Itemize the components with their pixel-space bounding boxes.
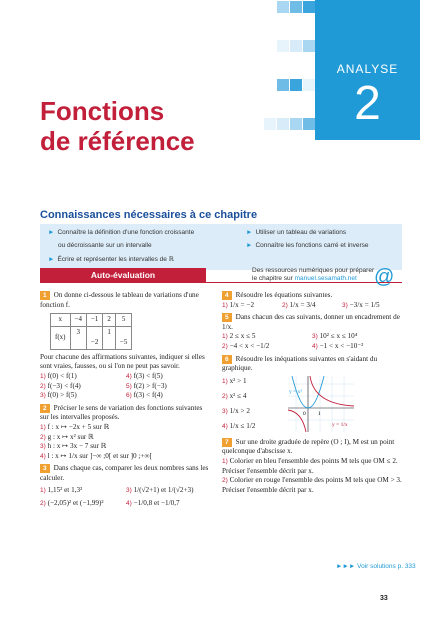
header-mosaic [262,0,316,140]
prereq-box [40,224,402,270]
exercise-2: 2 Préciser le sens de variation des fonctions suivantes sur les intervalles proposés. [40,403,203,422]
page-title: Fonctions de référence [40,96,195,156]
exercise-4: 4 Résoudre les équations suivantes. [222,291,402,301]
mosaic-tile [303,118,315,130]
mosaic-tile [290,1,302,13]
exercise-5-items: 1) 2 ≤ x ≤ 5 3) 10² ≤ x ≤ 10⁴ 2) −4 < x < −1/2 4) −1 < x < −10⁻² [222,332,364,350]
prereq-item: ► Connaître la définition d'une fonction croissante [48,229,195,236]
unit-label: 1 [318,410,321,417]
exercise-4-items: 1) 1/x = −2 2) 1/x = 3/4 3) −3/x = 1/5 [222,300,380,309]
arrow-right-icon: ► [246,229,253,236]
origin-label: 0 [303,410,306,417]
section-label: ANALYSE [336,62,399,76]
right-column [222,291,402,495]
resources-link[interactable]: manuel.sesamath.net [294,275,357,282]
exercise-7-items: 1) Colorier en bleu l'ensemble des points M tels que OM ≤ 2. Préciser l'ensemble décrit par x. 2) Colorier en rouge l'ensemble des points M tels que OM > 3. Préciser l'ensemble décrit par x. [222,456,402,494]
arrow-right-icon: ► [48,229,55,236]
at-icon: @ [374,266,395,288]
prereq-item: ► Connaître les fonctions carré et inverse [246,242,369,249]
resources-note: Des ressources numériques pour préparer le chapitre sur manuel.sesamath.net [252,267,375,282]
exercise-6-items: 1) x² > 1 2) x² ≤ 4 3) 1/x > 2 4) 1/x ≤ 1/2 [222,376,256,430]
mosaic-tile [290,118,302,130]
variation-table: x −4 −1 2 5 f(x) 3 −2 1 −5 [50,313,132,350]
prereq-item: ► Écrire et représenter les intervalles de ℝ [48,256,174,263]
exercise-6-block [222,374,402,434]
arrow-right-icon: ► [246,242,253,249]
mosaic-tile [290,79,302,91]
mosaic-tile [277,40,289,52]
exercise-3-items: 1) 1,15² et 1,3² 3) 1/(√2+1) et 1/(√2+3) 2) (−2,05)² et (−1,99)² 4) −1/0,8 et −1/0,7 [40,485,194,507]
mosaic-tile [303,1,315,13]
auto-eval-banner: Auto-évaluation [40,268,206,282]
mosaic-tile [277,1,289,13]
solutions-link[interactable]: ►►► Voir solutions p. 333 [336,563,416,570]
exercise-2-items: 1) f : x ↦ −2x + 5 sur ℝ 2) g : x ↦ x² sur ℝ 3) h : x ↦ 3x − 7 sur ℝ 4) l : x ↦ 1/x sur ]−∞ ;0[ et sur ]0 ;+∞[ [40,422,153,460]
mosaic-tile [290,40,302,52]
exercise-1-items: 1) f(0) < f(1) 4) f(3) < f(5) 2) f(−3) < f(4) 5) f(2) > f(−3) 3) f(0) > f(5) 6) f(3) < f(4) [40,371,167,400]
mosaic-tile [264,118,276,130]
exercise-3: 3 Dans chaque cas, comparer les deux nombres sans les calculer. [40,464,209,482]
exercise-1: 1 On donne ci-dessous le tableau de variations d'une fonction f. [40,291,199,309]
function-graph [288,376,354,432]
left-column: 1 On donne ci-dessous le tableau de variations d'une fonction f. x −4 −1 2 5 f(x) 3 −2 1 −5 Pour chacune des affirmations suivantes, indiquer si elles sont vraies, fausses, ou si l'on ne peut pas savoir. 1) f(0) < f(1) 4) f(3) < f(5) 2) f(−3) < f(4) 5) f(2) > f(−3) 3) f(0) > f(5) 6) f(3) < f(4) 2 Préciser le sens de variation des fonctions suivantes sur les intervalles proposés. 1) f : x ↦ −2x + 5 sur ℝ 2) g : x ↦ x² sur ℝ 3) h : x ↦ 3x − 7 sur ℝ 4) l : x ↦ 1/x sur ]−∞ ;0[ et sur ]0 ;+∞[ 3 Dans chaque cas, comparer les deux nombres sans les calculer. 1) 1,15² et 1,3² 3) 1/(√2+1) et 1/(√2+3) 2) (−2,05)² et (−1,99)² 4) −1/0,8 et −1/0,7 [40,291,212,510]
prereq-title: Connaissances nécessaires à ce chapitre [40,209,258,221]
chapter-number: 2 [354,77,381,130]
mosaic-tile [303,79,315,91]
exercise-7: 7 Sur une droite graduée de repère (O ; I), M est un point quelconque d'abscisse x. [222,437,395,456]
curve1-label: y = x² [289,388,303,395]
arrows-icon: ►►► [336,563,356,570]
curve2-label: y = 1/x [332,421,348,428]
mosaic-tile [303,40,315,52]
exercise-6: 6 Résoudre les inéquations suivantes en s'aidant du graphique. [222,354,378,373]
arrow-right-icon: ► [48,256,55,263]
exercise-5: 5 Dans chacun des cas suivants, donner un encadrement de 1/x. [222,313,400,331]
prereq-item: ► Utiliser un tableau de variations [246,229,347,236]
prereq-item: ou décroissante sur un intervalle [58,242,152,249]
page-number: 33 [380,595,388,602]
mosaic-tile [277,118,289,130]
mosaic-tile [277,79,289,91]
